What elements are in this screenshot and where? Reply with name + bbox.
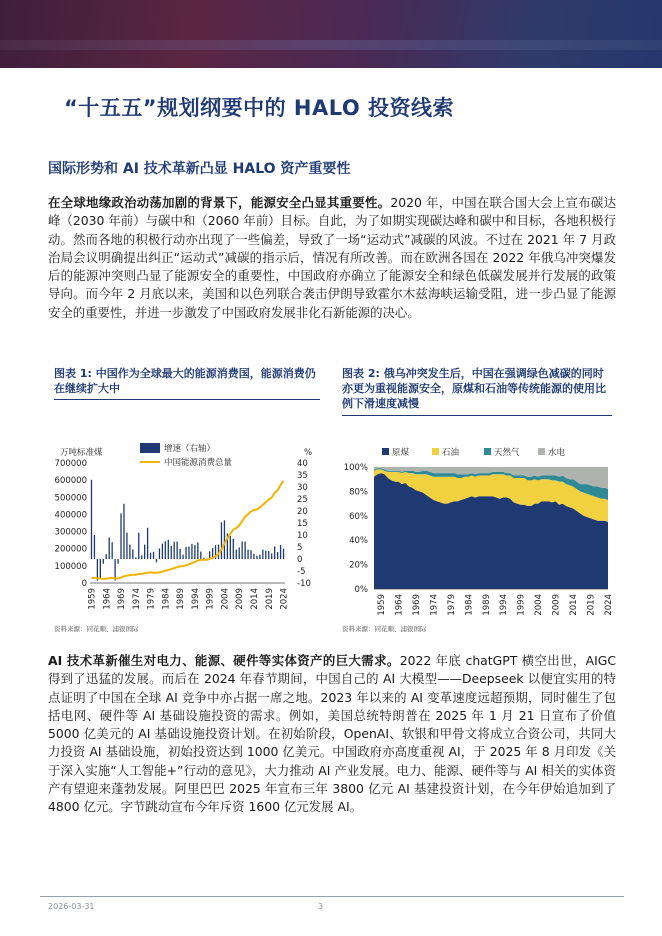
legend-label: 天然气 <box>494 448 520 458</box>
paragraph-lead: AI 技术革新催生对电力、能源、硬件等实体资产的巨大需求。 <box>48 653 400 668</box>
growth-bar <box>280 545 281 559</box>
paragraph-lead: 在全球地缘政治动荡加剧的背景下，能源安全凸显其重要性。 <box>48 195 391 210</box>
growth-bar <box>221 522 222 559</box>
x-tick: 1959 <box>376 594 387 616</box>
growth-bar <box>138 533 139 559</box>
x-tick: 2009 <box>551 594 562 616</box>
legend-swatch <box>538 448 545 455</box>
legend-swatch <box>484 448 491 455</box>
x-tick: 1994 <box>190 588 201 610</box>
y-tick-right: 35 <box>297 471 308 481</box>
figure2-caption: 图表 2: 俄乌冲突发生后，中国在强调绿色减碳的同时亦更为重视能源安全，原煤和石油等传统能源的使用比例下滑速度减慢 <box>342 367 606 410</box>
y-tick-right: 15 <box>297 519 308 529</box>
figure2-rule <box>342 415 612 416</box>
growth-bar <box>100 559 101 578</box>
growth-bar <box>277 552 278 559</box>
figure1-caption: 图表 1: 中国作为全球最大的能源消费国，能源消费仍在继续扩大中 <box>54 367 316 395</box>
consumption-line <box>92 481 284 579</box>
growth-bar <box>156 559 157 562</box>
growth-bar <box>132 549 133 559</box>
growth-bar <box>250 550 251 559</box>
x-tick: 1989 <box>481 594 492 616</box>
figure2-source: 资料来源：同花顺、浦银国际 <box>342 625 427 633</box>
growth-bar <box>233 539 234 559</box>
growth-bar <box>91 480 92 559</box>
growth-bar <box>171 546 172 559</box>
y-tick-right: -10 <box>297 579 311 589</box>
growth-bar <box>150 553 151 559</box>
x-tick: 1984 <box>464 594 475 616</box>
paragraph-body: 2022 年底 chatGPT 横空出世，AIGC 得到了迅猛的发展。而后在 2024 年春节期间，中国自己的 AI 大模型——Deepseek 以便宜实用的特点证明了中国在全球 AI 竞争中亦占据一席之地。2023 年以来的 AI 变革速度远超预期，同时催生了包括电网、硬件等 AI 基础设施投资的需求。例如，美国总统特朗普在 2025 年 1 月 21 日宣布了价值 5000 亿美元的 AI 基础设施投资计划。在初始阶段，OpenAI、软银和甲骨文将成立合资公司，共同大力投资 AI 基础设施，初始投资达到 1000 亿美元。中国政府亦高度重视 AI，于 2025 年 8 月印发《关于深入实施“人工智能+”行动的意见》，大力推动 AI 产业发展。电力、能源、硬件等与 AI 相关的实体资产有望迎来蓬勃发展。阿里巴巴 2025 年宣布三年 3800 亿元 AI 基建投资计划，在今年伊始追加到了 4800 亿元。字节跳动宣布今年斥资 1600 亿元发展 AI。 <box>48 653 616 815</box>
y-tick-right: -5 <box>297 567 306 577</box>
growth-bar <box>135 558 136 559</box>
growth-bar <box>147 528 148 559</box>
growth-bar <box>94 535 95 559</box>
growth-bar <box>200 552 201 559</box>
x-tick: 1984 <box>161 588 172 610</box>
y-tick-left: 500000 <box>54 493 87 504</box>
y-tick-left: 100000 <box>54 561 87 572</box>
x-tick: 1989 <box>176 588 187 610</box>
y-tick-left: 400000 <box>54 510 87 521</box>
growth-bar <box>162 544 163 559</box>
figure1-rule <box>54 399 320 400</box>
x-tick: 1994 <box>499 594 510 616</box>
growth-bar <box>239 547 240 559</box>
y-tick-left: 300000 <box>54 527 87 538</box>
paragraph-body: 2020 年，中国在联合国大会上宣布碳达峰（2030 年前）与碳中和（2060 年前）目标。自此，为了如期实现碳达峰和碳中和目标，各地积极行动。然而各地的积极行动亦出现了一些偏差，导致了一场“运动式”减碳的风波。不过在 2021 年 7 月政治局会议明确提出纠正“运动式”减碳的指示后，情况有所改善。而在欧洲各国在 2022 年俄乌冲突爆发后的能源冲突则凸显了能源安全的重要性，中国政府亦确立了能源安全和绿色低碳发展并行发展的政策导向。而今年 2 月底以来，美国和以色列联合袭击伊朗导致霍尔木兹海峡运输受阻，进一步凸显了能源安全的重要性，并进一步激发了中国政府发展非化石新能源的决心。 <box>48 195 616 320</box>
growth-bar <box>177 541 178 559</box>
growth-bar <box>126 533 127 559</box>
x-tick: 1974 <box>131 588 142 610</box>
growth-bar <box>120 513 121 559</box>
legend-label-growth: 增速（右轴） <box>164 444 216 454</box>
growth-bar <box>185 547 186 559</box>
x-tick: 2009 <box>235 588 246 610</box>
legend-swatch <box>382 448 389 455</box>
x-tick: 2014 <box>249 588 260 610</box>
y-tick: 60% <box>349 511 368 522</box>
growth-bar <box>194 545 195 559</box>
growth-bar <box>179 549 180 559</box>
y-tick: 100% <box>343 463 368 473</box>
y-tick: 80% <box>349 487 368 498</box>
legend-swatch-growth <box>140 443 160 453</box>
x-tick: 1969 <box>411 594 422 616</box>
growth-bar <box>174 542 175 559</box>
legend-label: 石油 <box>442 448 460 458</box>
growth-bar <box>159 548 160 559</box>
growth-bar <box>244 541 245 559</box>
page-title: “十五五”规划纲要中的 HALO 投资线索 <box>64 96 455 120</box>
y-tick: 0% <box>354 585 368 595</box>
footer-date: 2026-03-31 <box>48 902 95 911</box>
right-axis-unit: % <box>304 448 313 458</box>
paragraph-ai-demand <box>48 652 616 817</box>
header-banner <box>0 0 662 68</box>
growth-bar <box>242 541 243 559</box>
x-tick: 2004 <box>534 594 545 616</box>
x-tick: 2024 <box>604 594 614 616</box>
section-heading: 国际形势和 AI 技术革新凸显 HALO 资产重要性 <box>48 161 351 177</box>
legend-label-consumption: 中国能源消费总量 <box>164 458 233 468</box>
x-tick: 1979 <box>146 588 157 610</box>
growth-bar <box>259 555 260 559</box>
y-tick-right: 10 <box>297 531 308 541</box>
growth-bar <box>265 551 266 559</box>
growth-bar <box>236 550 237 559</box>
growth-bar <box>109 537 110 559</box>
growth-bar <box>224 520 225 559</box>
x-tick: 2024 <box>279 588 290 610</box>
y-tick: 40% <box>349 536 368 547</box>
y-tick-right: 5 <box>297 543 303 553</box>
y-tick-left: 0 <box>81 579 87 589</box>
growth-bar <box>117 559 118 564</box>
y-tick-left: 600000 <box>54 476 87 487</box>
legend-label: 原煤 <box>392 448 410 458</box>
y-tick-right: 0 <box>297 555 303 565</box>
x-tick: 1969 <box>117 588 128 610</box>
growth-bar <box>197 542 198 559</box>
footer-rule <box>40 896 624 897</box>
growth-bar <box>153 552 154 559</box>
y-tick: 20% <box>349 560 368 571</box>
chart1 <box>48 405 324 623</box>
x-tick: 1964 <box>102 588 113 610</box>
x-tick: 2014 <box>569 594 580 616</box>
left-axis-unit: 万吨标准煤 <box>60 448 103 458</box>
y-tick-right: 20 <box>297 507 308 517</box>
x-tick: 1959 <box>87 588 98 610</box>
growth-bar <box>191 544 192 559</box>
growth-bar <box>188 547 189 559</box>
growth-bar <box>268 551 269 559</box>
growth-bar <box>271 553 272 559</box>
x-tick: 1974 <box>429 594 440 616</box>
x-tick: 1964 <box>394 594 405 616</box>
growth-bar <box>168 540 169 559</box>
growth-bar <box>182 555 183 559</box>
page-number: 3 <box>318 902 324 911</box>
y-tick-right: 30 <box>297 483 308 493</box>
growth-bar <box>123 504 124 559</box>
x-tick: 1979 <box>446 594 457 616</box>
growth-bar <box>144 545 145 559</box>
x-tick: 2019 <box>586 594 597 616</box>
x-tick: 2019 <box>264 588 275 610</box>
growth-bar <box>129 545 130 559</box>
growth-bar <box>274 547 275 559</box>
growth-bar <box>230 536 231 559</box>
growth-bar <box>165 541 166 559</box>
figure1-source: 资料来源：同花顺、浦银国际 <box>54 625 139 633</box>
growth-bar <box>262 550 263 559</box>
x-tick: 1999 <box>205 588 216 610</box>
banner-band <box>0 40 662 50</box>
growth-bar <box>112 542 113 559</box>
growth-bar <box>141 555 142 559</box>
growth-bar <box>247 550 248 559</box>
y-tick-left: 700000 <box>54 459 87 469</box>
legend-label: 水电 <box>548 448 566 458</box>
y-tick-left: 200000 <box>54 544 87 555</box>
growth-bar <box>283 549 284 559</box>
growth-bar <box>103 559 104 564</box>
y-tick-right: 40 <box>297 459 308 469</box>
legend-swatch <box>432 448 439 455</box>
y-tick-right: 25 <box>297 495 308 505</box>
growth-bar <box>106 554 107 559</box>
x-tick: 1999 <box>516 594 527 616</box>
paragraph-energy-security <box>48 194 616 322</box>
chart2 <box>336 440 616 623</box>
x-tick: 2004 <box>220 588 231 610</box>
growth-bar <box>253 554 254 559</box>
growth-bar <box>256 556 257 559</box>
